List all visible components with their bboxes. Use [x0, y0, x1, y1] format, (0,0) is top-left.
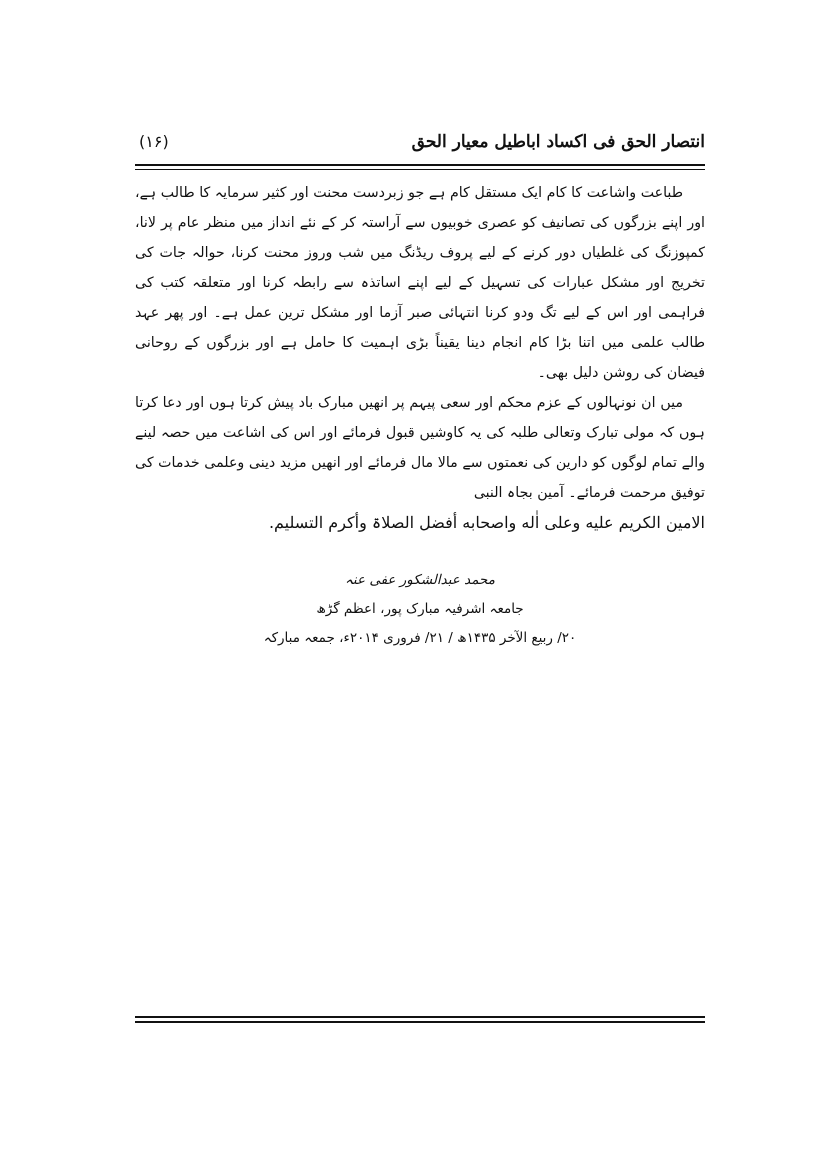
- paragraph-2: میں ان نونہالوں کے عزم محکم اور سعی پیہم پر انھیں مبارک باد پیش کرتا ہوں اور دعا کرتا ہوں کہ مولی تبارک وتعالی طلبہ کی یہ کاوشیں قبول فرمائے اور اس کی اشاعت میں حصہ لینے والے تمام لوگوں کو دارین کی نعمتوں سے مالا مال فرمائے اور انھیں مزید دینی وعلمی خدمات کی توفیق مرحمت فرمائے۔ آمین بجاہ النبی: [135, 395, 705, 501]
- signature-date: ۲۰/ ربیع الآخر ۱۴۳۵ھ / ۲۱/ فروری ۲۰۱۴ء، جمعہ مبارکہ: [263, 630, 577, 646]
- page-header: [135, 128, 705, 162]
- signature-block: [135, 566, 705, 653]
- page-number: (۱۶): [139, 132, 169, 151]
- paragraph-1: طباعت واشاعت کا کام ایک مستقل کام ہے جو زبردست محنت اور کثیر سرمایہ کا طالب ہے، اور اپنے بزرگوں کی تصانیف کو عصری خوبیوں سے آراستہ کر کے نئے انداز میں منظر عام پر لانا، کمپوزنگ کی غلطیاں دور کرنے کے لیے پروف ریڈنگ میں شب وروز محنت کرنا، حوالہ جات کی تخریج اور مشکل عبارات کی تسہیل کے لیے اپنے اساتذہ سے رابطہ کرنا اور متعلقہ کتب کی فراہمی اور اس کے لیے تگ ودو کرنا انتہائی صبر آزما اور مشکل ترین عمل ہے۔ اور پھر عہد طالب علمی میں اتنا بڑا کام انجام دینا یقیناً بڑی اہمیت کا حامل ہے اور بزرگوں کے روحانی فیضان کی روشن دلیل بھی۔: [135, 185, 705, 381]
- arabic-closing-line: الامین الکریم علیه وعلی اٰله واصحابه أفضل الصلاۃ وأکرم التسلیم.: [268, 513, 705, 532]
- footer-rule: [135, 1016, 705, 1023]
- signatory-name: محمد عبدالشکور عفی عنہ: [345, 572, 495, 588]
- signatory-institution: جامعہ اشرفیہ مبارک پور، اعظم گڑھ: [316, 601, 524, 617]
- running-title: انتصار الحق فی اکساد اباطیل معیار الحق: [411, 132, 705, 152]
- body-text: [135, 178, 705, 538]
- header-rule: [135, 164, 705, 170]
